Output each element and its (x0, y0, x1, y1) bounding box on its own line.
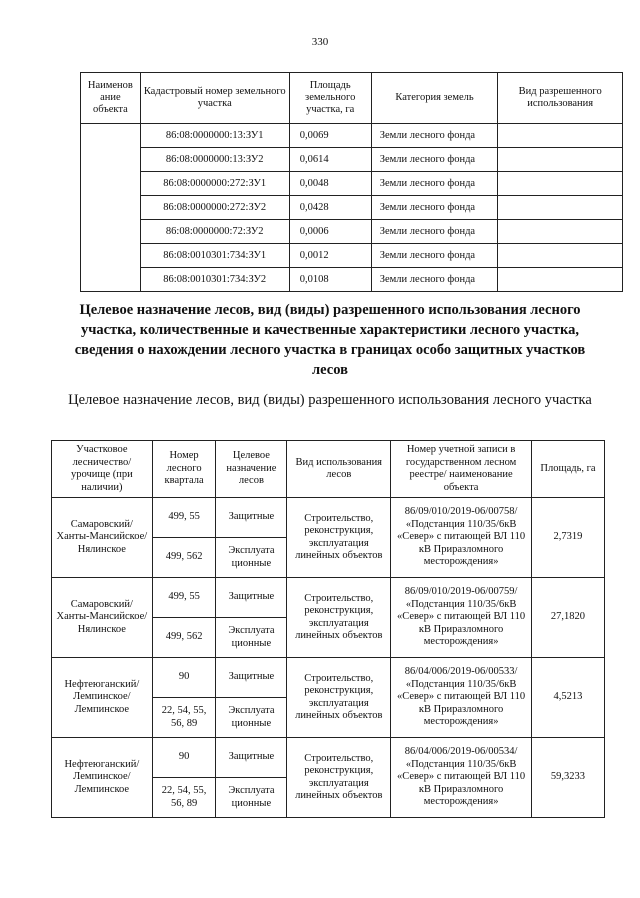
cell-kv: 499, 562 (152, 538, 216, 578)
cell-lesn: Нефтеюганский/ Лемпинское/ Лемпинское (52, 658, 153, 738)
cell-lesn: Самаровский/ Ханты-Мансийское/ Нялинское (52, 578, 153, 658)
cell-cat: Земли лесного фонда (371, 172, 498, 196)
table-row (52, 498, 605, 538)
cell-nazn: Защитные (216, 498, 287, 538)
table-row (81, 244, 623, 268)
table-header-row (81, 73, 623, 124)
subsection-heading: Целевое назначение лесов, вид (виды) разрешенного использования лесного участка (68, 392, 592, 408)
permitted-use-cell (498, 220, 623, 244)
cell-nazn: Защитные (216, 578, 287, 618)
cell-kv: 499, 55 (152, 578, 216, 618)
cell-cad: 86:08:0010301:734:ЗУ1 (140, 244, 289, 268)
cell-cad: 86:08:0010301:734:ЗУ2 (140, 268, 289, 292)
permitted-use-cell (498, 244, 623, 268)
cell-cat: Земли лесного фонда (371, 196, 498, 220)
table-row (81, 172, 623, 196)
table-row (52, 578, 605, 618)
column-header: Кадастровый номер земельного участка (140, 73, 289, 124)
column-header: Целевое назначение лесов (216, 441, 287, 498)
cell-area: 59,3233 (531, 738, 604, 818)
cell-vid: Строительство, реконструкция, эксплуатация линейных объектов (287, 658, 391, 738)
object-name-cell (81, 124, 141, 292)
cell-kv: 90 (152, 738, 216, 778)
cell-cad: 86:08:0000000:272:ЗУ2 (140, 196, 289, 220)
table-row (81, 220, 623, 244)
cell-area: 0,0012 (289, 244, 371, 268)
cell-nazn: Эксплуата ционные (216, 778, 287, 818)
land-plots-table (80, 72, 623, 292)
cell-area: 0,0048 (289, 172, 371, 196)
cell-area: 0,0069 (289, 124, 371, 148)
table-header-row (52, 441, 605, 498)
section-heading: Целевое назначение лесов, вид (виды) разрешенного использования лесного участка, количественные и качественные характеристики лесного участка, сведения о нахождении лесного участка в границах особо защитных участков лесов (74, 302, 586, 378)
cell-nazn: Эксплуата ционные (216, 698, 287, 738)
cell-cat: Земли лесного фонда (371, 220, 498, 244)
cell-kv: 22, 54, 55, 56, 89 (152, 698, 216, 738)
column-header: Номер лесного квартала (152, 441, 216, 498)
column-header: Категория земель (371, 73, 498, 124)
cell-nazn: Эксплуата ционные (216, 618, 287, 658)
cell-reestr: 86/09/010/2019-06/00758/ «Подстанция 110/35/6кВ «Север» с питающей ВЛ 110 кВ Приразломного месторождения» (391, 498, 532, 578)
column-header: Площадь земельного участка, га (289, 73, 371, 124)
cell-kv: 90 (152, 658, 216, 698)
table-row (81, 268, 623, 292)
cell-nazn: Эксплуата ционные (216, 538, 287, 578)
permitted-use-cell (498, 148, 623, 172)
table-row (52, 738, 605, 778)
table-row (81, 124, 623, 148)
forest-use-table (51, 440, 605, 818)
cell-cad: 86:08:0000000:72:ЗУ2 (140, 220, 289, 244)
cell-lesn: Нефтеюганский/ Лемпинское/ Лемпинское (52, 738, 153, 818)
cell-area: 2,7319 (531, 498, 604, 578)
cell-reestr: 86/04/006/2019-06/00533/ «Подстанция 110/35/6кВ «Север» с питающей ВЛ 110 кВ Приразломного месторождения» (391, 658, 532, 738)
cell-cad: 86:08:0000000:13:ЗУ2 (140, 148, 289, 172)
permitted-use-cell (498, 196, 623, 220)
cell-nazn: Защитные (216, 658, 287, 698)
column-header: Наименов ание объекта (81, 73, 141, 124)
cell-cat: Земли лесного фонда (371, 244, 498, 268)
cell-reestr: 86/04/006/2019-06/00534/ «Подстанция 110/35/6кВ «Север» с питающей ВЛ 110 кВ Приразломного месторождения» (391, 738, 532, 818)
column-header: Участковое лесничество/ урочище (при наличии) (52, 441, 153, 498)
cell-cad: 86:08:0000000:272:ЗУ1 (140, 172, 289, 196)
cell-area: 0,0428 (289, 196, 371, 220)
cell-area: 0,0006 (289, 220, 371, 244)
cell-cat: Земли лесного фонда (371, 268, 498, 292)
column-header: Вид использования лесов (287, 441, 391, 498)
table-row (81, 196, 623, 220)
cell-cat: Земли лесного фонда (371, 124, 498, 148)
page-number: 330 (311, 36, 329, 48)
cell-area: 0,0614 (289, 148, 371, 172)
cell-lesn: Самаровский/ Ханты-Мансийское/ Нялинское (52, 498, 153, 578)
cell-reestr: 86/09/010/2019-06/00759/ «Подстанция 110/35/6кВ «Север» с питающей ВЛ 110 кВ Приразломного месторождения» (391, 578, 532, 658)
cell-area: 4,5213 (531, 658, 604, 738)
cell-vid: Строительство, реконструкция, эксплуатация линейных объектов (287, 578, 391, 658)
cell-kv: 499, 55 (152, 498, 216, 538)
column-header: Вид разрешенного использования (498, 73, 623, 124)
cell-area: 27,1820 (531, 578, 604, 658)
cell-cad: 86:08:0000000:13:ЗУ1 (140, 124, 289, 148)
cell-vid: Строительство, реконструкция, эксплуатация линейных объектов (287, 738, 391, 818)
permitted-use-cell (498, 268, 623, 292)
table-row (52, 658, 605, 698)
cell-cat: Земли лесного фонда (371, 148, 498, 172)
column-header: Номер учетной записи в государственном лесном реестре/ наименование объекта (391, 441, 532, 498)
cell-vid: Строительство, реконструкция, эксплуатация линейных объектов (287, 498, 391, 578)
cell-kv: 22, 54, 55, 56, 89 (152, 778, 216, 818)
cell-nazn: Защитные (216, 738, 287, 778)
cell-area: 0,0108 (289, 268, 371, 292)
permitted-use-cell (498, 172, 623, 196)
column-header: Площадь, га (531, 441, 604, 498)
permitted-use-cell (498, 124, 623, 148)
table-row (81, 148, 623, 172)
cell-kv: 499, 562 (152, 618, 216, 658)
